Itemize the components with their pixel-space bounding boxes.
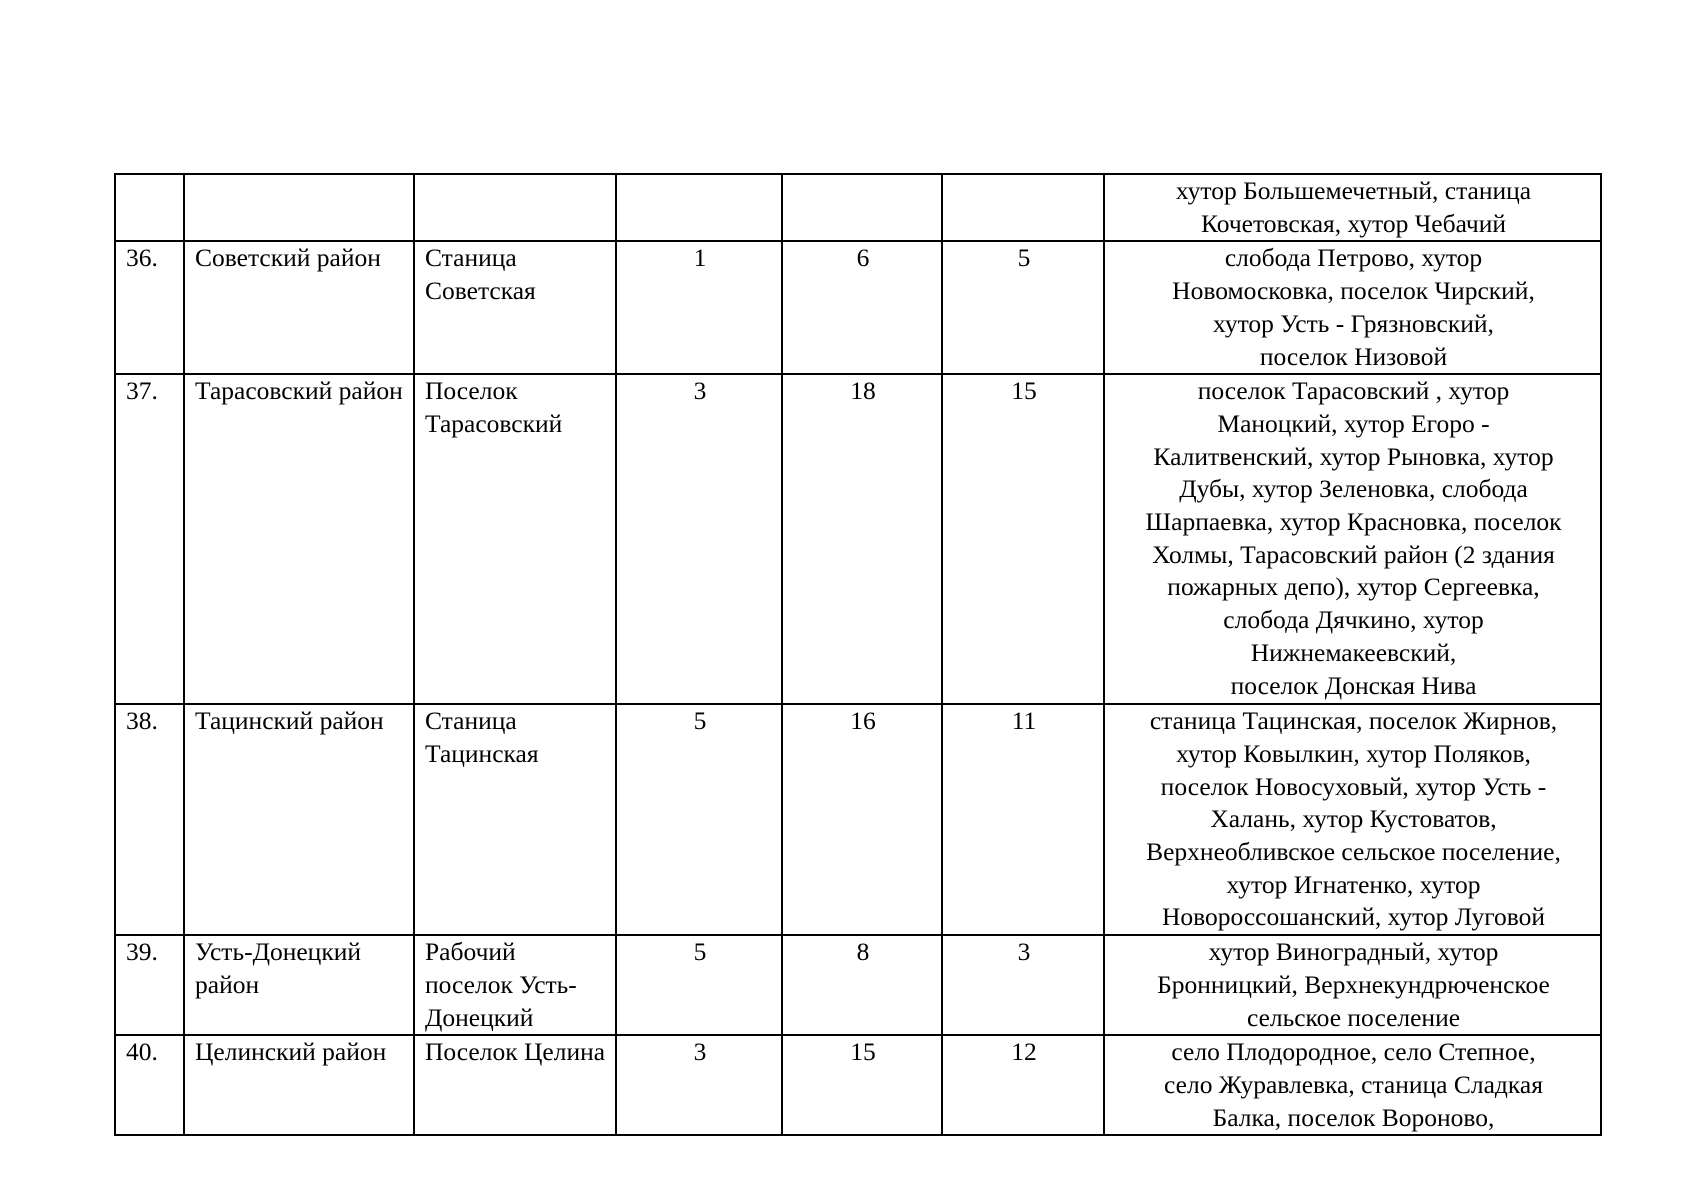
places-line: поселок Низовой <box>1259 341 1448 371</box>
count-cell-2: 6 <box>782 241 942 374</box>
district-cell: Усть-Донецкий район <box>184 935 414 1035</box>
count-cell-2 <box>782 174 942 241</box>
table-body <box>115 174 1601 1135</box>
places-line: слобода Петрово, хутор <box>1224 243 1483 273</box>
center-cell: Станица Советская <box>414 241 616 374</box>
district-cell: Тацинский район <box>184 704 414 935</box>
places-line: хутор Ковылкин, хутор Поляков, <box>1176 738 1531 768</box>
places-line: слобода Дячкино, хутор <box>1223 605 1484 635</box>
places-line: Новомосковка, поселок Чирский, <box>1172 276 1535 306</box>
places-line: хутор Виноградный, хутор <box>1208 937 1499 967</box>
places-line: хутор Большемечетный, станица <box>1175 176 1532 205</box>
places-line: село Журавлевка, станица Сладкая <box>1164 1070 1543 1100</box>
places-line: Маноцкий, хутор Егоро - <box>1217 408 1490 438</box>
count-cell-3: 11 <box>942 704 1104 935</box>
count-cell-1: 3 <box>616 374 782 704</box>
count-cell-1: 1 <box>616 241 782 374</box>
row-number-cell: 39. <box>115 935 184 1035</box>
table-row <box>115 241 1601 374</box>
table-row <box>115 935 1601 1035</box>
places-line: Балка, поселок Вороново, <box>1212 1102 1495 1132</box>
places-line: Новороссошанский, хутор Луговой <box>1161 902 1546 932</box>
count-cell-1 <box>616 174 782 241</box>
places-line: село Плодородное, село Степное, <box>1171 1037 1536 1067</box>
count-cell-3 <box>942 174 1104 241</box>
places-line: Верхнеобливское сельское поселение, <box>1146 837 1561 867</box>
count-cell-1: 3 <box>616 1035 782 1135</box>
places-line: поселок Новосуховый, хутор Усть - <box>1160 771 1547 801</box>
count-cell-2: 15 <box>782 1035 942 1135</box>
places-cell <box>1104 374 1601 704</box>
places-line: Бронницкий, Верхнекундрюченское <box>1157 969 1550 999</box>
count-cell-2: 16 <box>782 704 942 935</box>
center-cell: Рабочий поселок Усть-Донецкий <box>414 935 616 1035</box>
table-row <box>115 1035 1601 1135</box>
places-line: пожарных депо), хутор Сергеевка, <box>1167 572 1540 602</box>
settlements-table <box>114 173 1602 1136</box>
places-line: станица Тацинская, поселок Жирнов, <box>1149 706 1558 736</box>
table-row <box>115 374 1601 704</box>
row-number-cell: 38. <box>115 704 184 935</box>
places-line: Халань, хутор Кустоватов, <box>1210 804 1497 834</box>
places-line: Дубы, хутор Зеленовка, слобода <box>1179 474 1528 504</box>
district-cell <box>184 174 414 241</box>
table-row <box>115 174 1601 241</box>
row-number-cell <box>115 174 184 241</box>
places-cell <box>1104 1035 1601 1135</box>
places-line: сельское поселение <box>1246 1002 1461 1032</box>
places-cell <box>1104 935 1601 1035</box>
places-cell <box>1104 241 1601 374</box>
district-cell: Тарасовский район <box>184 374 414 704</box>
count-cell-2: 18 <box>782 374 942 704</box>
center-cell <box>414 174 616 241</box>
district-cell: Целинский район <box>184 1035 414 1135</box>
district-cell: Советский район <box>184 241 414 374</box>
count-cell-3: 12 <box>942 1035 1104 1135</box>
count-cell-1: 5 <box>616 704 782 935</box>
center-cell: Станица Тацинская <box>414 704 616 935</box>
places-line: хутор Игнатенко, хутор <box>1226 869 1481 899</box>
places-line: Нижнемакеевский, <box>1250 637 1457 667</box>
row-number-cell: 37. <box>115 374 184 704</box>
center-cell: Поселок Целина <box>414 1035 616 1135</box>
places-line: Калитвенский, хутор Рыновка, хутор <box>1153 441 1554 471</box>
count-cell-1: 5 <box>616 935 782 1035</box>
center-cell: Поселок Тарасовский <box>414 374 616 704</box>
count-cell-3: 5 <box>942 241 1104 374</box>
table-row <box>115 704 1601 935</box>
places-line: Холмы, Тарасовский район (2 здания <box>1152 539 1555 569</box>
count-cell-3: 3 <box>942 935 1104 1035</box>
places-line: Шарпаевка, хутор Красновка, поселок <box>1145 507 1562 537</box>
places-line: поселок Донская Нива <box>1230 670 1477 700</box>
row-number-cell: 40. <box>115 1035 184 1135</box>
count-cell-2: 8 <box>782 935 942 1035</box>
places-line: Кочетовская, хутор Чебачий <box>1200 208 1507 238</box>
count-cell-3: 15 <box>942 374 1104 704</box>
places-cell <box>1104 174 1601 241</box>
places-line: поселок Тарасовский , хутор <box>1197 376 1510 406</box>
row-number-cell: 36. <box>115 241 184 374</box>
places-line: хутор Усть - Грязновский, <box>1213 308 1494 338</box>
places-cell <box>1104 704 1601 935</box>
